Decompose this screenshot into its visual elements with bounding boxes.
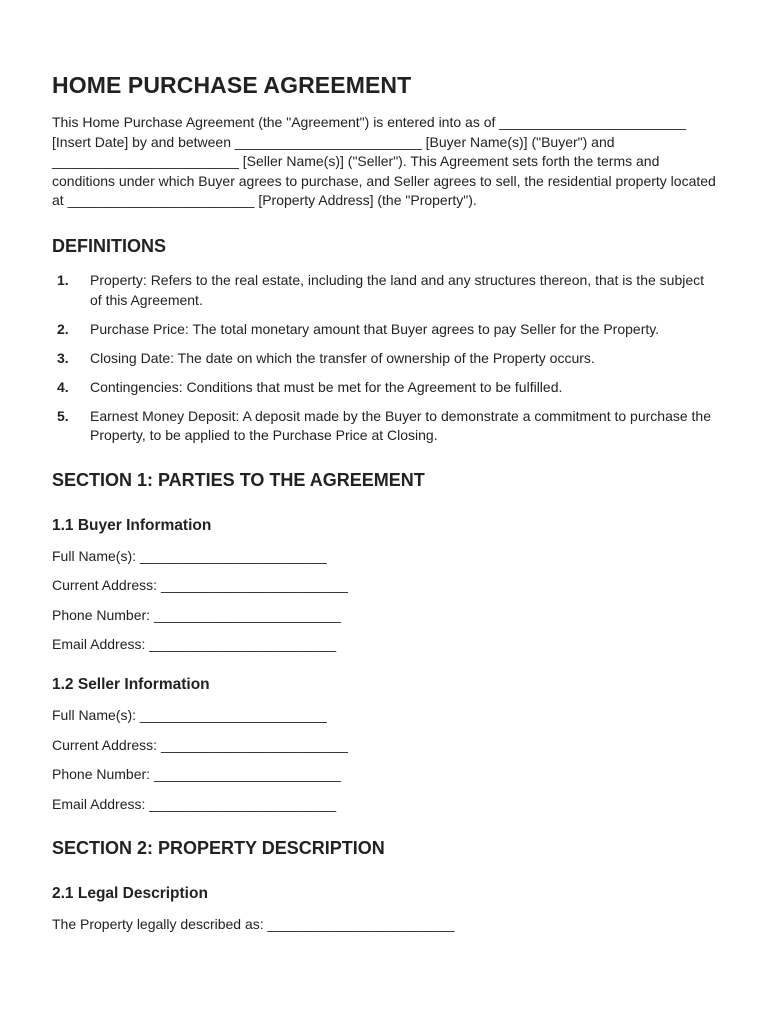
section-1-heading: SECTION 1: PARTIES TO THE AGREEMENT [52, 469, 425, 490]
list-number: 2. [57, 320, 69, 337]
buyer-phone-field: Phone Number: ________________________ [52, 606, 341, 623]
list-text: Property: Refers to the real estate, including the land and any structures thereon, that is the subject of this Agreement. [90, 271, 705, 308]
seller-email-field: Email Address: ________________________ [52, 795, 337, 812]
list-number: 4. [57, 378, 69, 395]
seller-phone-field: Phone Number: ________________________ [52, 766, 341, 783]
list-number: 3. [57, 349, 69, 366]
seller-info-heading: 1.2 Seller Information [52, 676, 210, 694]
list-text: Earnest Money Deposit: A deposit made by the Buyer to demonstrate a commitment to purchase the Property, to be applied to the Purchase Price at Closing. [90, 407, 711, 444]
buyer-address-field: Current Address: ________________________ [52, 577, 348, 594]
legal-description-heading: 2.1 Legal Description [52, 885, 208, 903]
list-text: Closing Date: The date on which the transfer of ownership of the Property occurs. [90, 349, 595, 366]
seller-address-field: Current Address: ________________________ [52, 736, 348, 753]
list-item [52, 378, 718, 398]
buyer-full-name-field: Full Name(s): ________________________ [52, 547, 327, 564]
list-number: 1. [57, 271, 69, 288]
buyer-info-heading: 1.1 Buyer Information [52, 516, 212, 534]
list-item [52, 349, 718, 369]
list-item [52, 271, 718, 310]
list-number: 5. [57, 407, 69, 424]
seller-full-name-field: Full Name(s): ________________________ [52, 707, 327, 724]
definitions-heading: DEFINITIONS [52, 235, 167, 256]
list-text: Purchase Price: The total monetary amount that Buyer agrees to pay Seller for the Property. [90, 320, 660, 337]
document-title: HOME PURCHASE AGREEMENT [52, 72, 412, 98]
definitions-list [52, 271, 718, 446]
list-item [52, 407, 718, 446]
intro-paragraph: This Home Purchase Agreement (the "Agreement") is entered into as of ________________________ [Insert Date] by and between ________________________ [Buyer Name(s)] ("Buyer") and ________________________ [Seller Name(s)] ("Seller"). This Agreement sets forth the terms and conditions under which Buyer agrees to purchase, and Seller agrees to sell, the residential property located at ________________________ [Property Address] (the "Property"). [52, 114, 716, 209]
legal-description-field: The Property legally described as: ________________________ [52, 916, 455, 933]
buyer-email-field: Email Address: ________________________ [52, 636, 337, 653]
list-text: Contingencies: Conditions that must be met for the Agreement to be fulfilled. [90, 378, 563, 395]
list-item [52, 320, 718, 340]
section-2-heading: SECTION 2: PROPERTY DESCRIPTION [52, 838, 385, 859]
